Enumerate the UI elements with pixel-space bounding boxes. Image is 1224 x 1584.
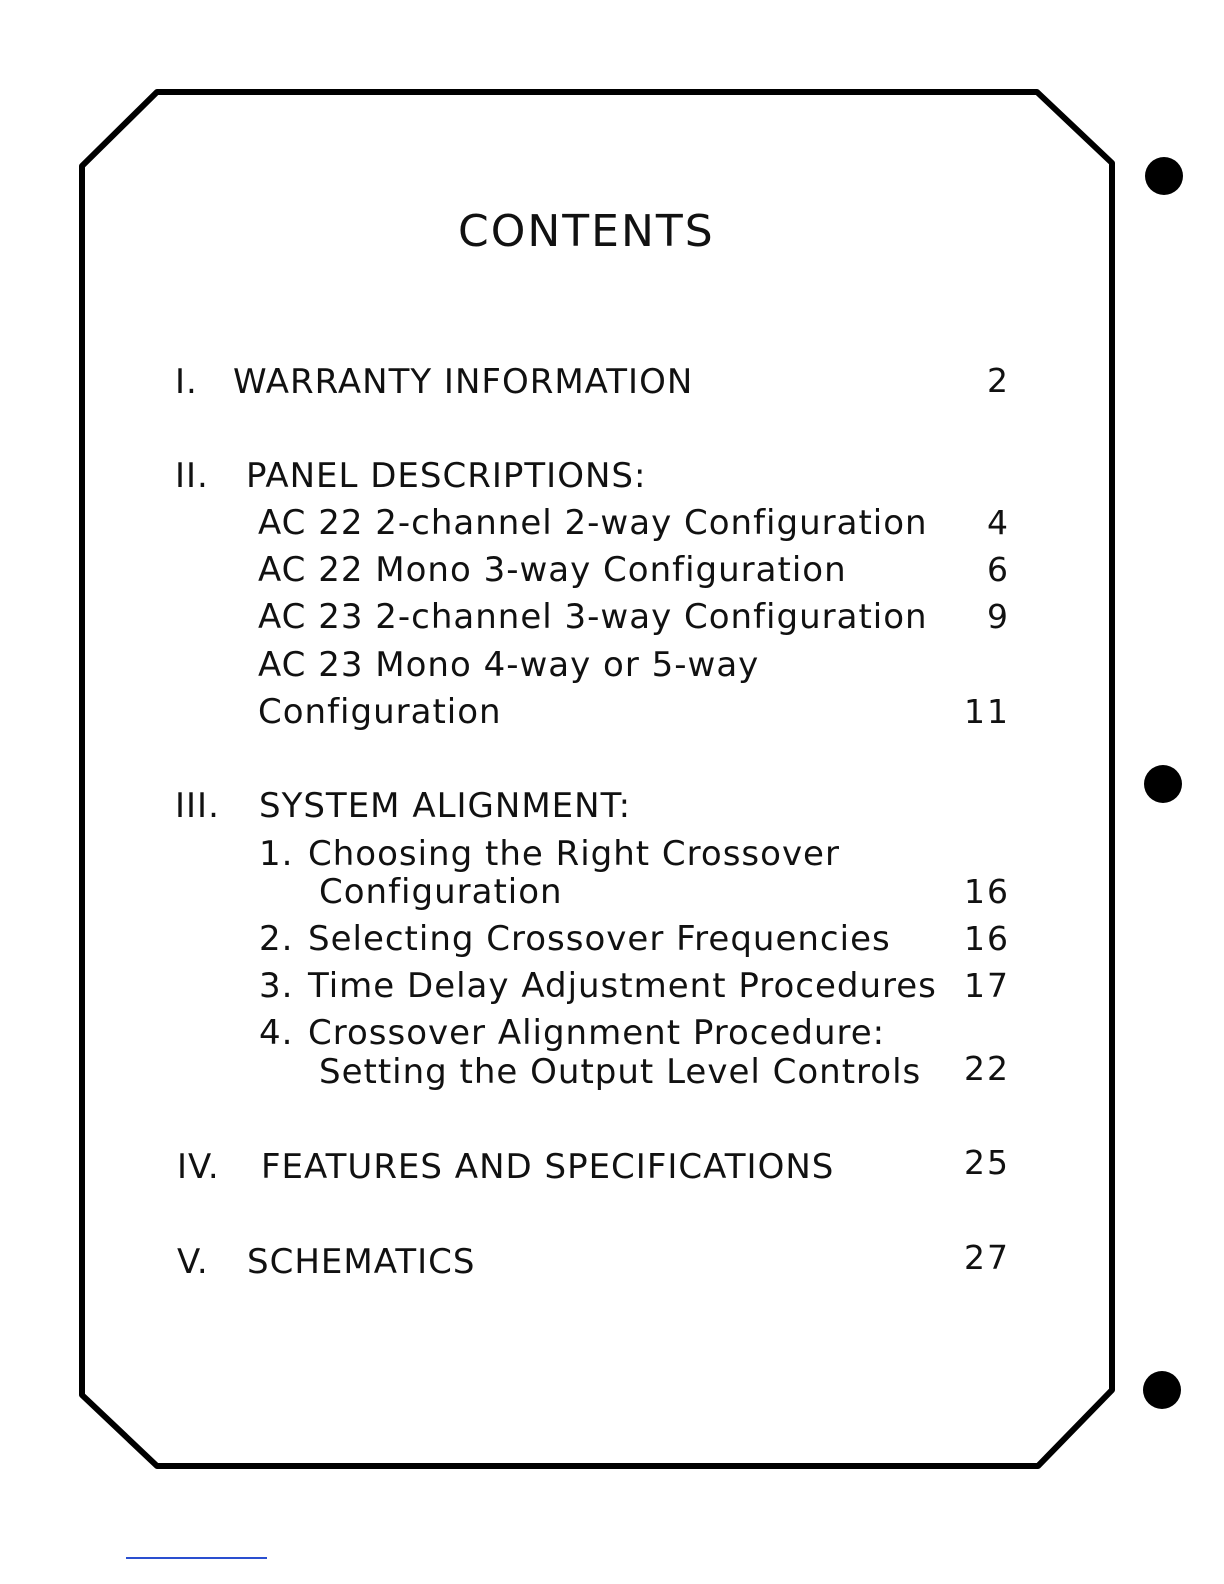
toc-entry-continuation: Configuration [258,692,502,732]
page-number: 22 [964,1049,1010,1088]
toc-entry-continuation: Setting the Output Level Controls [319,1052,922,1092]
section-heading: SCHEMATICS [247,1242,476,1282]
toc-entry: AC 22 2-channel 2-way Configuration [258,503,928,543]
toc-entry-number: 2. [259,919,294,959]
section-heading: PANEL DESCRIPTIONS: [246,456,647,496]
binder-hole [1143,1371,1181,1409]
page-number: 17 [964,966,1010,1005]
toc-entry-number: 3. [259,966,294,1006]
toc-entry-number: 1. [259,834,294,874]
page-number: 27 [964,1238,1010,1277]
page-number: 4 [987,503,1010,542]
section-numeral: III. [175,786,220,826]
binder-hole [1144,765,1182,803]
toc-entry-number: 4. [259,1013,294,1053]
section-numeral: I. [175,362,198,402]
toc-entry-continuation: Configuration [319,872,563,912]
toc-entry: Selecting Crossover Frequencies [308,919,891,959]
section-heading: SYSTEM ALIGNMENT: [259,786,632,826]
page-number: 6 [987,550,1010,589]
section-heading: FEATURES AND SPECIFICATIONS [261,1147,835,1187]
toc-entry: AC 23 2-channel 3-way Configuration [258,597,928,637]
page-number: 2 [987,361,1010,400]
toc-entry: AC 23 Mono 4-way or 5-way [258,645,760,685]
page-number: 16 [964,919,1010,958]
page-number: 25 [964,1143,1010,1182]
page-number: 16 [964,872,1010,911]
section-numeral: II. [175,456,209,496]
toc-entry: Choosing the Right Crossover [308,834,840,874]
section-numeral: IV. [177,1147,220,1187]
toc-entry: Crossover Alignment Procedure: [308,1013,886,1053]
page-number: 9 [987,597,1010,636]
binder-hole [1145,157,1183,195]
section-numeral: V. [177,1242,209,1282]
footer-rule [126,1557,267,1559]
section-heading: WARRANTY INFORMATION [233,362,694,402]
toc-entry: AC 22 Mono 3-way Configuration [258,550,847,590]
toc-entry: Time Delay Adjustment Procedures [308,966,937,1006]
page-number: 11 [964,692,1010,731]
